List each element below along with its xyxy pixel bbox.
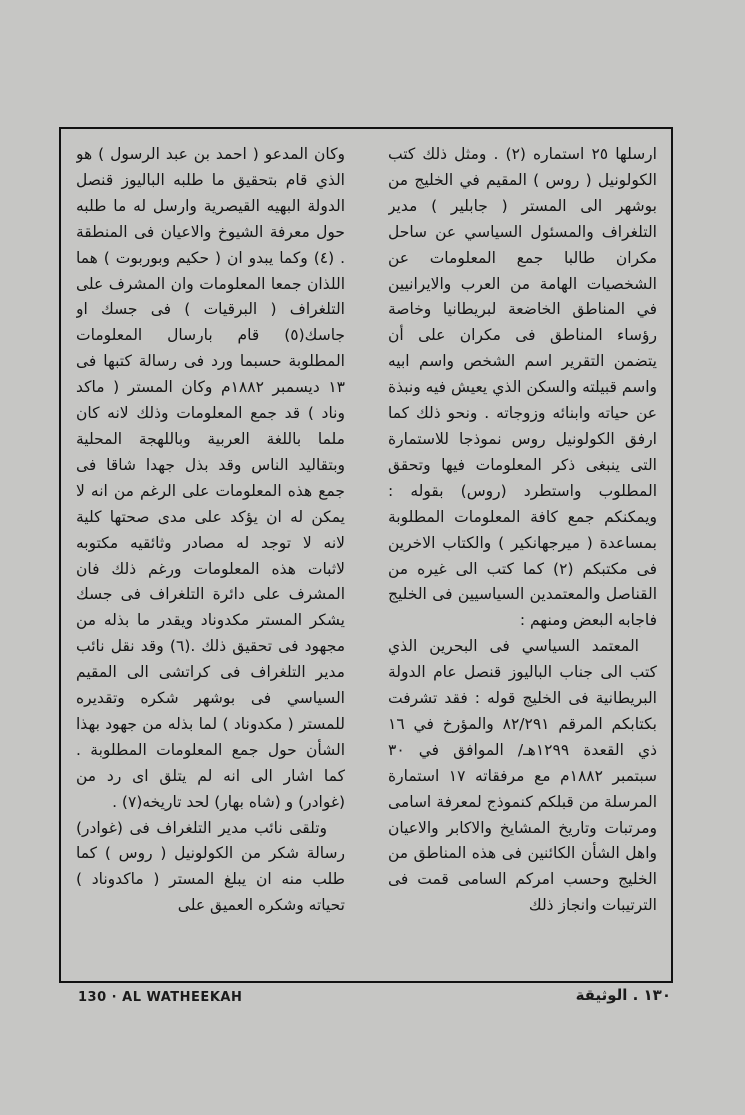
page-footer-arabic: ١٣٠ . الوثيقة (575, 986, 671, 1004)
paragraph: وتلقى نائب مدير التلغراف فى (غوادر) رسالة شكر من الكولونيل ( روس ) كما طلب منه ان يبلغ المستر ( ماكدوناد ) تحياته وشكره العميق على (76, 818, 345, 915)
paragraph: ارسلها ٢٥ استماره (٢) . ومثل ذلك كتب الكولونيل ( روس ) المقيم في الخليج من بوشهر الى المستر ( جابلير ) مدير التلغراف والمسئول السياسي عن ساحل مكران طالبا جمع المعلومات عن الشخصيات الهامة من العرب والايرانيين في المناطق الخاضعة لبريطانيا وخاصة رؤساء المناطق فى مكران على أن يتضمن التقرير اسم الشخص واسم ابيه واسم قبيلته والسكن الذي يعيش فيه ونبذة عن حياته وابنائه وزوجاته . ونحو ذلك كما ارفق الكولونيل روس نموذجا للاستمارة التى ينبغى ذكر المعلومات فيها وتحقق المطلوب واستطرد (روس) بقوله : ويمكنكم جمع كافة المعلومات المطلوبة بمساعدة ( ميرجهانكير ) والكتاب الاخرين فى مكتبكم (٢) كما كتب الى غيره من القناصل والمعتمدين السياسيين فى الخليج فاجابه البعض ومنهم : (388, 145, 657, 630)
text-column-right (388, 142, 657, 972)
paragraph: وكان المدعو ( احمد بن عبد الرسول ) هو الذي قام بتحقيق ما طلبه الباليوز قنصل الدولة البهيه القيصرية وارسل له ما طلبه حول معرفة الشيوخ والاعيان فى المنطقة . (٤) وكما يبدو ان ( حكيم وبوربوت ) هما اللذان جمعا المعلومات وان المشرف على التلغراف ( البرقيات ) فى جسك او جاسك(٥) قام بارسال المعلومات المطلوبة حسبما ورد فى رسالة كتبها فى ١٣ ديسمبر ١٨٨٢م وكان المستر ( ماكد وناد ) قد جمع المعلومات وذلك لانه كان ملما باللغة العربية وباللهجة المحلية وبتقاليد الناس وقد بذل جهدا شاقا فى جمع هذه المعلومات على الرغم من انه لا يمكن له ان يؤكد على مدى صحتها كلية لانه لا توجد له مصادر وثائقيه مكتوبه لاثبات هذه المعلومات ورغم ذلك فان المشرف على دائرة التلغراف فى جسك يشكر المستر مكدوناد ويقدر ما بذله من مجهود فى تحقيق ذلك .(٦) وقد نقل نائب مدير التلغراف فى كراتشى الى المقيم السياسي فى بوشهر شكره وتقديره للمستر ( مكدوناد ) لما بذله من جهود بهذا الشأن حول جمع المعلومات المطلوبة . كما اشار الى انه لم يتلق اى رد من (غوادر) و (شاه بهار) لحد تاريخه(٧) . (76, 145, 345, 811)
paragraph: المعتمد السياسي فى البحرين الذي كتب الى جناب الباليوز قنصل عام الدولة البريطانية فى الخليج قوله : فقد تشرفت بكتابكم المرقم ٨٢/٢٩١ والمؤرخ في ١٦ ذي القعدة ١٢٩٩هـ/ الموافق في ٣٠ سبتمبر ١٨٨٢م مع مرفقاته ١٧ استمارة المرسلة من قبلكم كنموذج لمعرفة اسامى ومرتبات وتاريخ المشايخ والاكابر والاعيان واهل الشأن الكائنين فى هذه المناطق من الخليج وحسب امركم السامى قمت فى الترتيبات وانجاز ذلك (388, 637, 657, 915)
page-footer-english: 130 · AL WATHEEKAH (78, 990, 243, 1005)
text-column-left (76, 142, 345, 972)
